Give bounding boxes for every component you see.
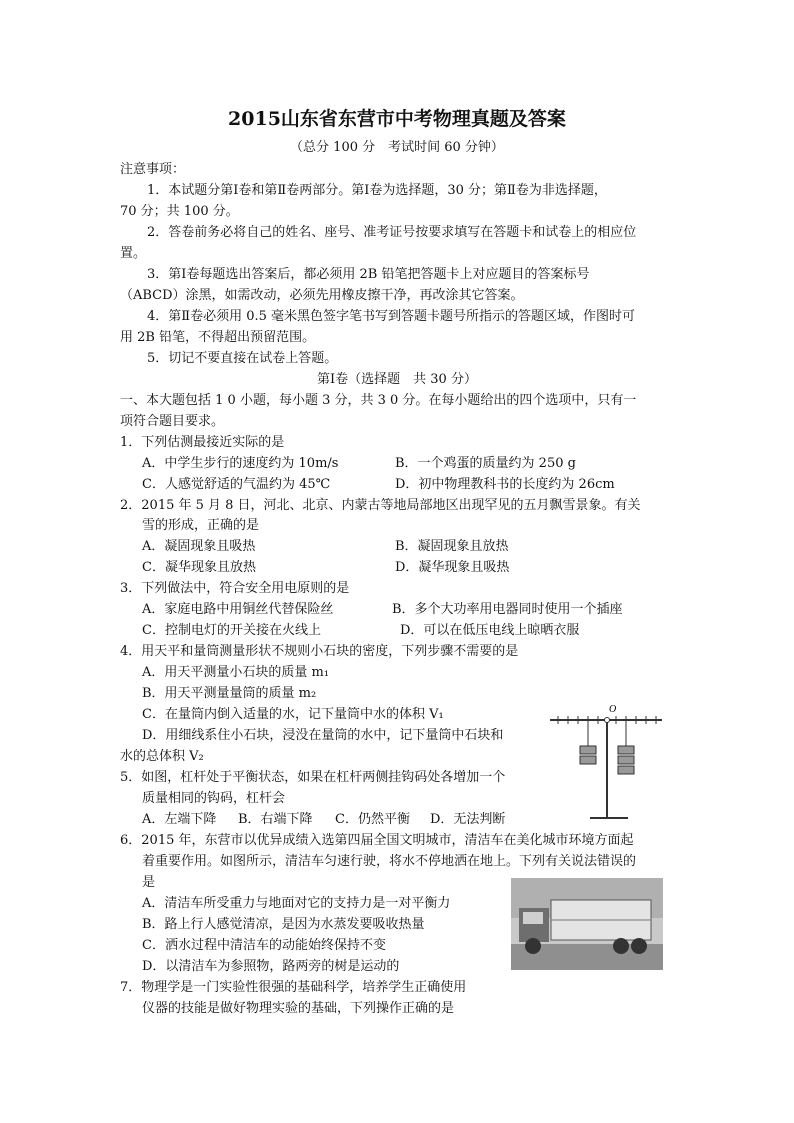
q4-option-d-cont: 水的总体积 V₂ [120,749,204,764]
lever-pivot-label: O [609,704,617,715]
q6-stem-a: 6．2015 年，东营市以优异成绩入选第四届全国文明城市，清洁车在美化城市环境方面起 [120,833,634,848]
q3-stem: 3．下列做法中，符合安全用电原则的是 [120,581,350,596]
q2-stem-b: 雪的形成，正确的是 [142,518,260,533]
q1-option-a: A．中学生步行的速度约为 10m/s [142,456,339,471]
q5-option-b: B．右端下降 [238,812,313,827]
q2-stem-a: 2．2015 年 5 月 8 日，河北、北京、内蒙古等地局部地区出现罕见的五月飘雪景象。有关 [120,498,641,513]
q5-stem-b: 质量相同的钩码，杠杆会 [142,791,286,806]
notice-2b: 置。 [120,246,147,261]
section-intro-a: 一、本大题包括 1 0 小题，每小题 3 分，共 3 0 分。在每小题给出的四个选项中，只有一 [120,393,637,408]
notice-1a: 1．本试题分第Ⅰ卷和第Ⅱ卷两部分。第Ⅰ卷为选择题，30 分；第Ⅱ卷为非选择题， [147,183,607,198]
q4-option-d: D．用细线系住小石块，浸没在量筒的水中，记下量筒中石块和 [142,728,504,743]
q2-option-a: A．凝固现象且吸热 [142,539,256,554]
q6-stem-b: 着重要作用。如图所示，清洁车匀速行驶，将水不停地洒在地上。下列有关说法错误的 [142,854,637,869]
section-heading: 第Ⅰ卷（选择题 共 30 分） [317,372,477,387]
q6-option-a: A．清洁车所受重力与地面对它的支持力是一对平衡力 [142,896,451,911]
q1-option-b: B．一个鸡蛋的质量约为 250 g [395,456,576,471]
q3-option-a: A．家庭电路中用铜丝代替保险丝 [142,602,334,617]
q4-option-c: C．在量筒内倒入适量的水，记下量筒中水的体积 V₁ [142,707,444,722]
q1-option-c: C．人感觉舒适的气温约为 45℃ [142,477,331,492]
q1-option-d: D．初中物理教科书的长度约为 26cm [395,477,615,492]
exam-title: 2015山东省东营市中考物理真题及答案 [228,108,566,130]
q5-option-a: A．左端下降 [142,812,217,827]
q7-stem-b: 仪器的技能是做好物理实验的基础，下列操作正确的是 [142,1001,455,1016]
q6-option-b: B．路上行人感觉清凉，是因为水蒸发要吸收热量 [142,917,425,932]
notice-4a: 4．第Ⅱ卷必须用 0.5 毫米黑色签字笔书写到答题卡题号所指示的答题区域，作图时可 [147,309,636,324]
notice-heading: 注意事项： [120,162,186,177]
q4-option-b: B．用天平测量量筒的质量 m₂ [142,686,317,701]
q1-stem: 1．下列估测最接近实际的是 [120,435,285,450]
notice-1b: 70 分；共 100 分。 [120,204,239,219]
q3-option-b: B．多个大功率用电器同时使用一个插座 [392,602,623,617]
q3-option-d: D．可以在低压电线上晾晒衣服 [400,623,580,638]
notice-4b: 用 2B 铅笔，不得超出预留范围。 [120,330,316,345]
q4-option-a: A．用天平测量小石块的质量 m₁ [142,665,330,680]
section-intro-b: 项符合题目要求。 [120,414,225,429]
q2-option-b: B．凝固现象且放热 [395,539,509,554]
notice-3b: （ABCD）涂黑，如需改动，必须先用橡皮擦干净，再改涂其它答案。 [120,288,524,303]
lever-figure [540,700,670,830]
q5-option-c: C．仍然平衡 [335,812,410,827]
q2-option-c: C．凝华现象且放热 [142,560,256,575]
q7-stem-a: 7．物理学是一门实验性很强的基础科学，培养学生正确使用 [120,980,467,995]
q6-option-d: D．以清洁车为参照物，路两旁的树是运动的 [142,959,400,974]
cleaning-truck-photo [511,878,663,970]
notice-5: 5．切记不要直接在试卷上答题。 [147,351,338,366]
q4-stem: 4．用天平和量筒测量形状不规则小石块的密度，下列步骤不需要的是 [120,644,519,659]
notice-3a: 3．第Ⅰ卷每题选出答案后，都必须用 2B 铅笔把答题卡上对应题目的答案标号 [147,267,590,282]
q5-option-d: D．无法判断 [430,812,506,827]
notice-2a: 2．答卷前务必将自己的姓名、座号、准考证号按要求填写在答题卡和试卷上的相应位 [147,225,637,240]
exam-subtitle: （总分 100 分 考试时间 60 分钟） [290,140,504,155]
q3-option-c: C．控制电灯的开关接在火线上 [142,623,321,638]
q6-stem-c: 是 [142,875,156,890]
q6-option-c: C．洒水过程中清洁车的动能始终保持不变 [142,938,386,953]
q5-stem-a: 5．如图，杠杆处于平衡状态，如果在杠杆两侧挂钩码处各增加一个 [120,770,506,785]
q2-option-d: D．凝华现象且吸热 [395,560,510,575]
